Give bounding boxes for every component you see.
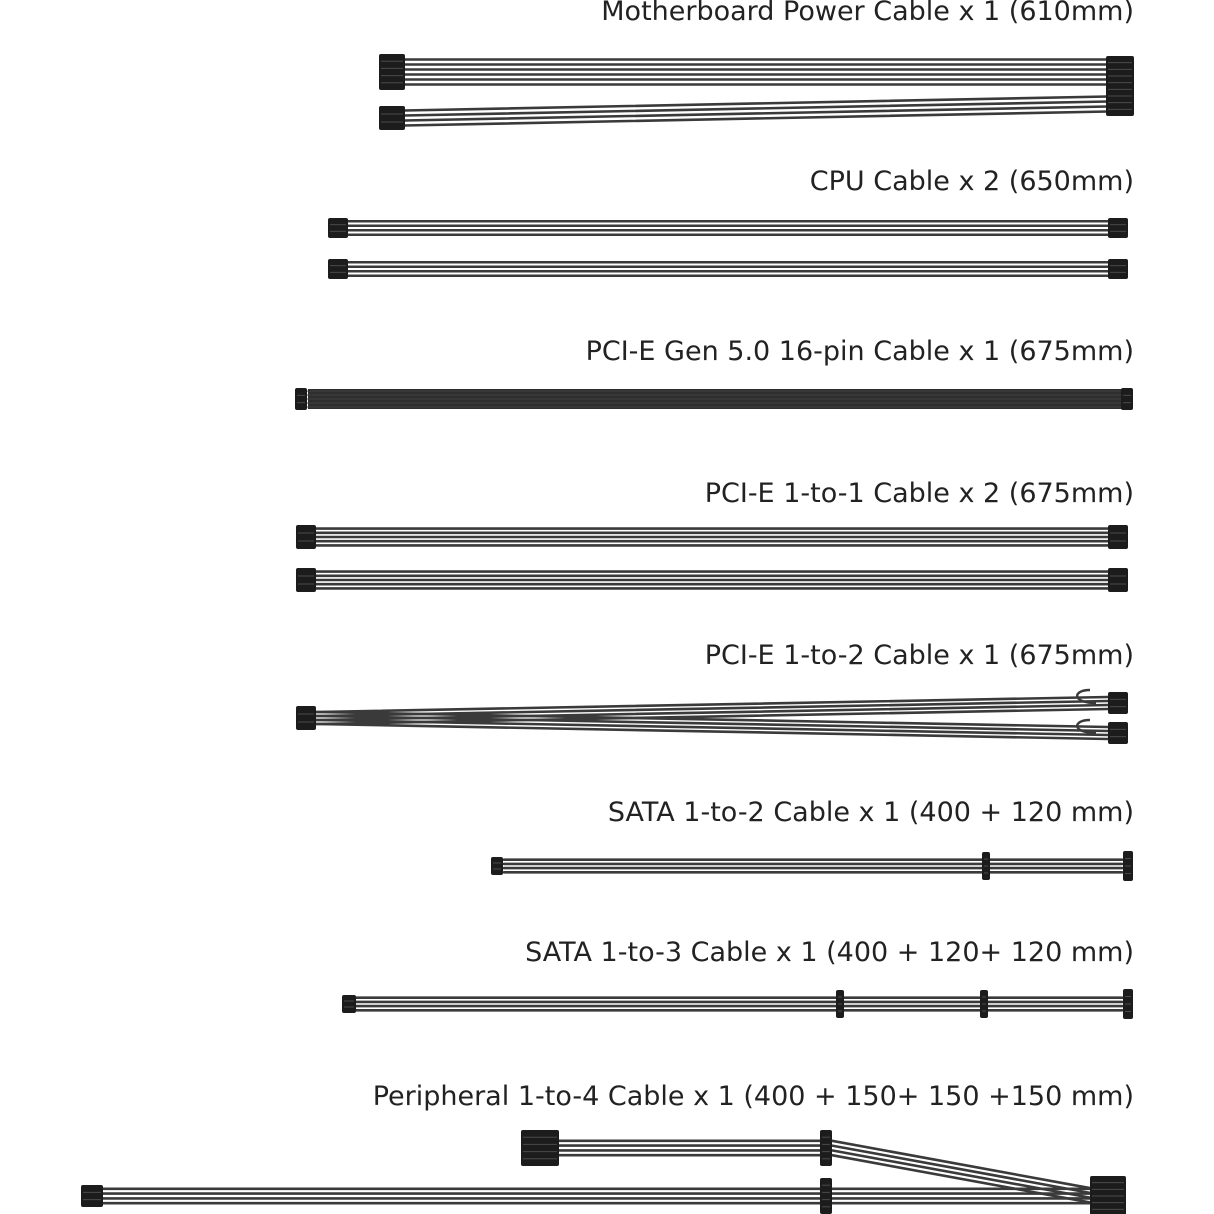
- peripheral-wire: [832, 1150, 1094, 1198]
- pcie-1to1-connector-right-0-body: [1108, 525, 1128, 549]
- pcie-16pin-cable-label: PCI-E Gen 5.0 16-pin Cable x 1 (675mm): [585, 336, 1134, 367]
- cpu-connector-right-0-body: [1108, 218, 1128, 238]
- cpu-connector-left-0: [328, 218, 348, 238]
- pcie-1to2-connector-left: [296, 706, 316, 730]
- cpu-connector-left-0-body: [328, 218, 348, 238]
- peripheral-connector-molex-3-body: [820, 1178, 832, 1214]
- sata-1to2-connector-psu: [491, 857, 503, 875]
- sata-1to3-connector-psu: [342, 995, 356, 1013]
- motherboard-cable-label: Motherboard Power Cable x 1 (610mm): [601, 0, 1134, 27]
- pcie-1to1-connector-left-1: [296, 568, 316, 592]
- pcie-1to2-connector-left-body: [296, 706, 316, 730]
- sata-1to3-connector-end: [1123, 989, 1133, 1019]
- peripheral-connector-molex-1-body: [521, 1130, 559, 1166]
- peripheral-connector-molex-4-body: [1090, 1176, 1126, 1214]
- pcie-16pin-connector-left-body: [295, 388, 307, 410]
- pcie-1to1-connector-right-1-body: [1108, 568, 1128, 592]
- pcie-1to1-connector-right-1: [1108, 568, 1128, 592]
- sata-1to3-cable-label: SATA 1-to-3 Cable x 1 (400 + 120+ 120 mm): [525, 937, 1134, 968]
- pcie-1to1-connector-left-1-body: [296, 568, 316, 592]
- peripheral-connector-molex-2-body: [820, 1130, 832, 1166]
- sata-1to2-connector-psu-body: [491, 857, 503, 875]
- peripheral-connector-molex-2: [820, 1130, 832, 1166]
- motherboard-connector-20pin-body: [379, 54, 405, 90]
- peripheral-1to4-cable-label: Peripheral 1-to-4 Cable x 1 (400 + 150+ 150 +150 mm): [372, 1081, 1134, 1112]
- motherboard-connector-4pin-body: [379, 106, 405, 130]
- sata-1to3-connector-psu-body: [342, 995, 356, 1013]
- sata-1to2-connector-mid: [982, 852, 990, 880]
- pcie-1to2-connector-right-bottom-body: [1108, 722, 1128, 744]
- pcie-1to1-connector-left-0-body: [296, 525, 316, 549]
- peripheral-wire: [832, 1146, 1094, 1194]
- sata-1to2-cable-label: SATA 1-to-2 Cable x 1 (400 + 120 mm): [607, 797, 1134, 828]
- cpu-connector-left-1: [328, 259, 348, 279]
- peripheral-wire: [832, 1155, 1094, 1203]
- sata-1to3-connector-mid-1: [836, 990, 844, 1018]
- cpu-connector-right-1: [1108, 259, 1128, 279]
- peripheral-wire: [832, 1141, 1094, 1189]
- cpu-connector-left-1-body: [328, 259, 348, 279]
- motherboard-connector-24pin: [1106, 56, 1134, 116]
- motherboard-connector-4pin: [379, 106, 405, 130]
- peripheral-connector-molex-1: [521, 1130, 559, 1166]
- pcie-16pin-connector-left: [295, 388, 307, 410]
- peripheral-connector-molex-3: [820, 1178, 832, 1214]
- peripheral-connector-psu-body: [81, 1185, 103, 1207]
- pcie-1to1-cable-label: PCI-E 1-to-1 Cable x 2 (675mm): [704, 478, 1134, 509]
- motherboard-connector-24pin-body: [1106, 56, 1134, 116]
- pcie-1to2-connector-right-bottom: [1108, 722, 1128, 744]
- pcie-16pin-connector-right: [1121, 388, 1133, 410]
- pcie-16pin-connector-right-body: [1121, 388, 1133, 410]
- cpu-connector-right-1-body: [1108, 259, 1128, 279]
- pcie-1to2-cable-label: PCI-E 1-to-2 Cable x 1 (675mm): [704, 640, 1134, 671]
- peripheral-connector-psu: [81, 1185, 103, 1207]
- cpu-connector-right-0: [1108, 218, 1128, 238]
- sata-1to3-connector-mid-2: [980, 990, 988, 1018]
- pcie-1to1-connector-right-0: [1108, 525, 1128, 549]
- cpu-cable-label: CPU Cable x 2 (650mm): [809, 166, 1134, 197]
- pcie-1to1-connector-left-0: [296, 525, 316, 549]
- motherboard-connector-20pin: [379, 54, 405, 90]
- peripheral-connector-molex-4: [1090, 1176, 1126, 1214]
- pcie-1to2-connector-right-top-body: [1108, 692, 1128, 714]
- sata-1to2-connector-end: [1123, 851, 1133, 881]
- pcie-1to2-connector-right-top: [1108, 692, 1128, 714]
